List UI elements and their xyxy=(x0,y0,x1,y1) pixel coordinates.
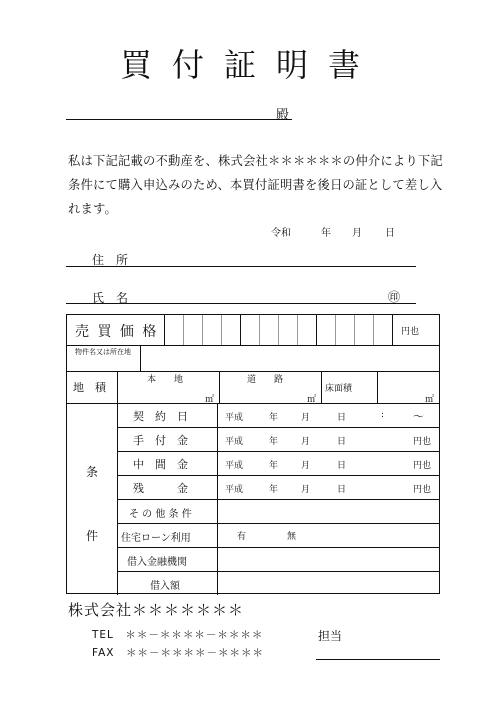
lender-input[interactable] xyxy=(218,548,439,570)
contract-date-month: 月 xyxy=(301,413,311,423)
interim-payment-label: 中 間 金 xyxy=(133,458,188,471)
land-sqm-unit: ㎡ xyxy=(205,395,215,405)
person-in-charge-label: 担当 xyxy=(318,629,343,643)
person-in-charge-field[interactable] xyxy=(316,659,440,660)
road-sqm-unit: ㎡ xyxy=(307,395,317,405)
contract-tilde: 〜 xyxy=(413,410,424,423)
address-field[interactable] xyxy=(66,266,416,267)
conditions-table xyxy=(66,314,440,594)
sale-price-input[interactable] xyxy=(165,316,392,344)
company-name: 株式会社＊＊＊＊＊＊＊ xyxy=(68,601,245,619)
other-conditions-label: そ の 他 条 件 xyxy=(129,509,192,520)
conditions-label-2: 件 xyxy=(86,529,99,543)
address-label: 住 所 xyxy=(92,253,129,267)
road-label: 道 路 xyxy=(247,375,284,385)
seal-mark: ㊞ xyxy=(388,290,401,304)
deposit-day: 日 xyxy=(337,437,347,447)
balance-era: 平成 xyxy=(225,485,244,495)
property-label: 物件名又は所在地 xyxy=(75,348,131,356)
balance-unit: 円也 xyxy=(413,485,432,495)
interim-year: 年 xyxy=(269,461,279,471)
date-month: 月 xyxy=(352,228,362,239)
balance-year: 年 xyxy=(269,485,279,495)
land-label: 本 地 xyxy=(147,375,184,385)
home-loan-no[interactable]: 無 xyxy=(287,532,297,542)
interim-day: 日 xyxy=(337,461,347,471)
contract-date-label: 契 約 日 xyxy=(133,410,188,423)
declaration-text: 私は下記記載の不動産を、株式会社＊＊＊＊＊＊の仲介により下記条件にて購入申込みのため、本買付証明書を後日の証として差し入れます。 xyxy=(68,154,443,216)
deposit-year: 年 xyxy=(269,437,279,447)
interim-unit: 円也 xyxy=(413,461,432,471)
document-title: 買付証明書 xyxy=(119,46,380,84)
addressee-suffix: 殿 xyxy=(276,108,290,123)
sale-price-label: 売 買 価 格 xyxy=(75,324,159,340)
company-tel: TEL ＊＊－＊＊＊＊－＊＊＊＊ xyxy=(92,629,264,641)
home-loan-label: 住宅ローン利用 xyxy=(121,533,191,544)
loan-amount-input[interactable] xyxy=(218,572,439,593)
area-label: 地 積 xyxy=(73,381,106,394)
addressee-line[interactable] xyxy=(66,119,292,120)
name-field[interactable] xyxy=(66,303,416,304)
conditions-label-1: 条 xyxy=(86,465,99,479)
loan-amount-label: 借入額 xyxy=(150,581,180,592)
contract-date-year: 年 xyxy=(269,413,279,423)
price-unit: 円也 xyxy=(401,327,420,337)
deposit-month: 月 xyxy=(301,437,311,447)
contract-date-day: 日 xyxy=(337,413,347,423)
floor-sqm-unit: ㎡ xyxy=(425,395,435,405)
date-day: 日 xyxy=(385,228,395,239)
interim-era: 平成 xyxy=(225,461,244,471)
deposit-label: 手 付 金 xyxy=(133,434,188,447)
property-input[interactable] xyxy=(141,346,439,370)
interim-month: 月 xyxy=(301,461,311,471)
balance-day: 日 xyxy=(337,485,347,495)
date-year: 年 xyxy=(321,228,331,239)
home-loan-yes[interactable]: 有 xyxy=(237,532,247,542)
contract-time-colon: : xyxy=(381,410,385,420)
lender-label: 借入金融機関 xyxy=(127,557,187,568)
balance-label: 残 金 xyxy=(133,482,188,495)
other-conditions-input[interactable] xyxy=(218,500,439,522)
date-era: 令和 xyxy=(271,228,291,239)
company-fax: FAX ＊＊－＊＊＊＊－＊＊＊＊ xyxy=(92,647,264,659)
balance-month: 月 xyxy=(301,485,311,495)
date-row xyxy=(271,224,401,238)
floor-area-label: 床面積 xyxy=(325,384,353,394)
contract-date-era: 平成 xyxy=(225,413,244,423)
deposit-unit: 円也 xyxy=(413,437,432,447)
name-label: 氏 名 xyxy=(92,291,129,305)
deposit-era: 平成 xyxy=(225,437,244,447)
